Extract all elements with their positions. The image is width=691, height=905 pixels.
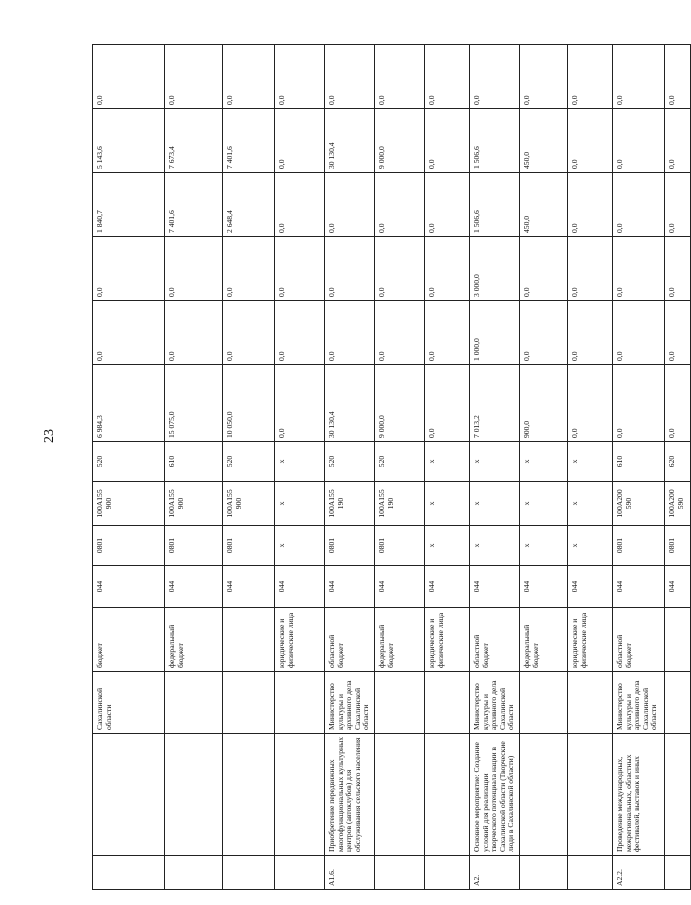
table-cell (520, 856, 568, 890)
table-row (470, 45, 520, 890)
table-cell: 9 000,0 (375, 109, 425, 173)
table-cell: 3 000,0 (470, 237, 520, 301)
table-cell: 044 (520, 566, 568, 608)
table-cell: 044 (665, 566, 691, 608)
table-cell: 0,0 (665, 109, 691, 173)
table-cell: 0801 (665, 526, 691, 566)
table-cell (375, 856, 425, 890)
table-cell: 1 506,6 (470, 173, 520, 237)
table-cell: 0,0 (325, 45, 375, 109)
table-cell: 0,0 (93, 237, 165, 301)
table-cell: 0,0 (275, 109, 325, 173)
table-cell: 0,0 (613, 237, 665, 301)
table-cell: 450,0 (520, 173, 568, 237)
table-cell: 0,0 (665, 173, 691, 237)
table-cell: 520 (93, 442, 165, 482)
table-cell: Проведение международных, межрегиональных, областных фестивалей, выставок и иных (613, 734, 665, 856)
budget-table (92, 44, 691, 890)
table-cell: 0,0 (520, 237, 568, 301)
table-cell (425, 856, 470, 890)
rotated-table-wrapper (92, 45, 685, 890)
table-cell (568, 672, 613, 734)
table-cell (165, 734, 223, 856)
table-row (93, 45, 165, 890)
table-cell: 0801 (325, 526, 375, 566)
table-cell: 0,0 (665, 237, 691, 301)
table-cell: юридические и физические лица (568, 608, 613, 672)
table-cell: А1.6. (325, 856, 375, 890)
table-cell (425, 672, 470, 734)
table-body (93, 45, 691, 890)
table-cell: федеральный бюджет (375, 608, 425, 672)
table-cell: 0,0 (425, 301, 470, 365)
table-cell: 100А155 900 (223, 482, 275, 526)
table-row (425, 45, 470, 890)
table-cell: 7 401,6 (165, 173, 223, 237)
table-cell: 0,0 (425, 365, 470, 442)
table-cell: х (568, 442, 613, 482)
table-cell: х (425, 442, 470, 482)
table-cell (568, 856, 613, 890)
table-cell: 1 506,6 (470, 109, 520, 173)
table-cell: 450,0 (520, 109, 568, 173)
table-cell (520, 734, 568, 856)
table-cell: 0,0 (325, 237, 375, 301)
table-cell: 0,0 (275, 365, 325, 442)
table-cell: 044 (425, 566, 470, 608)
table-cell: 0,0 (93, 45, 165, 109)
table-cell: 044 (375, 566, 425, 608)
table-row (520, 45, 568, 890)
table-cell: бюджет (93, 608, 165, 672)
table-row (165, 45, 223, 890)
table-cell: 0,0 (568, 45, 613, 109)
table-cell: 7 013,2 (470, 365, 520, 442)
table-cell: 0,0 (613, 365, 665, 442)
table-cell: А2. (470, 856, 520, 890)
table-cell: 7 401,6 (223, 109, 275, 173)
table-cell: 0,0 (520, 45, 568, 109)
table-cell: х (470, 482, 520, 526)
table-cell: 0,0 (375, 45, 425, 109)
table-cell: 0,0 (275, 237, 325, 301)
table-cell (425, 734, 470, 856)
table-cell: 5 143,6 (93, 109, 165, 173)
table-cell: 100А155 900 (165, 482, 223, 526)
table-cell: 044 (470, 566, 520, 608)
table-cell: 520 (325, 442, 375, 482)
table-cell: федеральный бюджет (520, 608, 568, 672)
table-cell: 0801 (93, 526, 165, 566)
table-cell: 044 (568, 566, 613, 608)
table-cell: 100А155 190 (375, 482, 425, 526)
table-cell: х (275, 526, 325, 566)
table-cell: 044 (275, 566, 325, 608)
table-cell: 0,0 (425, 109, 470, 173)
table-cell: 044 (165, 566, 223, 608)
table-cell: федеральный бюджет (165, 608, 223, 672)
table-cell: х (520, 442, 568, 482)
table-cell: Министерство культуры и архивного дела Сахалинской области (470, 672, 520, 734)
table-cell (93, 856, 165, 890)
table-cell: 0,0 (568, 237, 613, 301)
table-cell: областной бюджет (613, 608, 665, 672)
table-cell: х (275, 482, 325, 526)
table-cell: х (568, 526, 613, 566)
table-cell: 100А200 590 (613, 482, 665, 526)
table-cell (93, 734, 165, 856)
table-cell: 30 130,4 (325, 365, 375, 442)
table-cell: 0,0 (425, 173, 470, 237)
table-cell (223, 608, 275, 672)
table-cell: 0,0 (613, 109, 665, 173)
table-cell: А2.2. (613, 856, 665, 890)
table-cell: Основное мероприятие: Создание условий для реализации творческого потенциала нации в Сахалинской области (Творческие люди в Сахалинской области) (470, 734, 520, 856)
table-cell (275, 734, 325, 856)
table-cell (165, 856, 223, 890)
table-row (325, 45, 375, 890)
table-cell: юридические и физические лица (275, 608, 325, 672)
table-cell: Приобретение передвижных многофункциональных культурных центров (автоклубов) для обслуживания сельского населения (325, 734, 375, 856)
table-cell: 044 (223, 566, 275, 608)
table-cell: 0,0 (375, 301, 425, 365)
table-row (223, 45, 275, 890)
table-cell: 0,0 (470, 45, 520, 109)
table-cell: 100А155 900 (93, 482, 165, 526)
table-cell: 15 075,0 (165, 365, 223, 442)
table-cell: 0,0 (665, 301, 691, 365)
table-cell: областной бюджет (470, 608, 520, 672)
table-cell (665, 734, 691, 856)
table-cell: областной бюджет (325, 608, 375, 672)
table-cell: 0,0 (375, 237, 425, 301)
table-cell: юридические и физические лица (425, 608, 470, 672)
table-cell: 044 (93, 566, 165, 608)
table-cell: х (470, 442, 520, 482)
table-cell: 0,0 (165, 237, 223, 301)
table-cell: 620 (665, 442, 691, 482)
table-cell: 0,0 (275, 301, 325, 365)
table-cell: 610 (613, 442, 665, 482)
table-cell: 0,0 (275, 173, 325, 237)
table-row (568, 45, 613, 890)
table-cell: 0801 (375, 526, 425, 566)
table-cell: 0,0 (568, 173, 613, 237)
table-cell: 0,0 (665, 45, 691, 109)
table-cell: 0,0 (165, 301, 223, 365)
table-cell: 1 000,0 (470, 301, 520, 365)
table-cell: 0,0 (325, 301, 375, 365)
table-cell: х (568, 482, 613, 526)
table-cell: 044 (325, 566, 375, 608)
table-cell: 900,0 (520, 365, 568, 442)
table-cell: 100А200 590 (665, 482, 691, 526)
table-row (665, 45, 691, 890)
table-cell (520, 672, 568, 734)
table-cell: 0,0 (425, 45, 470, 109)
table-cell: 044 (613, 566, 665, 608)
table-cell: 0,0 (613, 45, 665, 109)
table-cell: 0,0 (325, 173, 375, 237)
table-cell: х (520, 482, 568, 526)
table-cell: х (470, 526, 520, 566)
table-cell: 30 130,4 (325, 109, 375, 173)
table-cell (223, 672, 275, 734)
table-cell: 0,0 (568, 301, 613, 365)
table-cell: 0,0 (568, 109, 613, 173)
table-cell: Министерство культуры и архивного дела Сахалинской области (613, 672, 665, 734)
table-cell: 0,0 (425, 237, 470, 301)
table-cell (165, 672, 223, 734)
table-cell: Министерство культуры и архивного дела Сахалинской области (325, 672, 375, 734)
table-cell (375, 734, 425, 856)
table-row (613, 45, 665, 890)
table-cell (275, 672, 325, 734)
table-cell: 520 (375, 442, 425, 482)
page-number: 23 (42, 429, 57, 443)
table-cell (275, 856, 325, 890)
table-cell: 0801 (613, 526, 665, 566)
table-cell: 0,0 (613, 173, 665, 237)
table-cell: 0801 (165, 526, 223, 566)
table-cell: 0,0 (665, 365, 691, 442)
table-cell: х (425, 526, 470, 566)
table-cell: 7 673,4 (165, 109, 223, 173)
table-cell: 0,0 (93, 301, 165, 365)
table-cell: х (520, 526, 568, 566)
table-cell: 0,0 (223, 45, 275, 109)
table-cell: 0,0 (223, 237, 275, 301)
table-cell: х (275, 442, 325, 482)
table-cell (223, 734, 275, 856)
table-cell: 6 984,3 (93, 365, 165, 442)
table-cell: 0,0 (520, 301, 568, 365)
table-cell: 2 648,4 (223, 173, 275, 237)
table-cell: 0,0 (223, 301, 275, 365)
table-cell: 100А155 190 (325, 482, 375, 526)
table-cell: 0,0 (275, 45, 325, 109)
table-cell: 1 840,7 (93, 173, 165, 237)
table-cell (665, 608, 691, 672)
table-row (375, 45, 425, 890)
table-cell: х (425, 482, 470, 526)
table-cell: 520 (223, 442, 275, 482)
table-cell: 0,0 (375, 173, 425, 237)
table-cell (665, 672, 691, 734)
table-cell: 9 000,0 (375, 365, 425, 442)
table-cell: Сахалинской области (93, 672, 165, 734)
table-cell (223, 856, 275, 890)
table-row (275, 45, 325, 890)
table-cell (665, 856, 691, 890)
table-cell: 0,0 (613, 301, 665, 365)
table-cell: 10 050,0 (223, 365, 275, 442)
table-cell: 0801 (223, 526, 275, 566)
table-cell: 610 (165, 442, 223, 482)
table-cell: 0,0 (165, 45, 223, 109)
table-cell (375, 672, 425, 734)
table-cell: 0,0 (568, 365, 613, 442)
table-cell (568, 734, 613, 856)
